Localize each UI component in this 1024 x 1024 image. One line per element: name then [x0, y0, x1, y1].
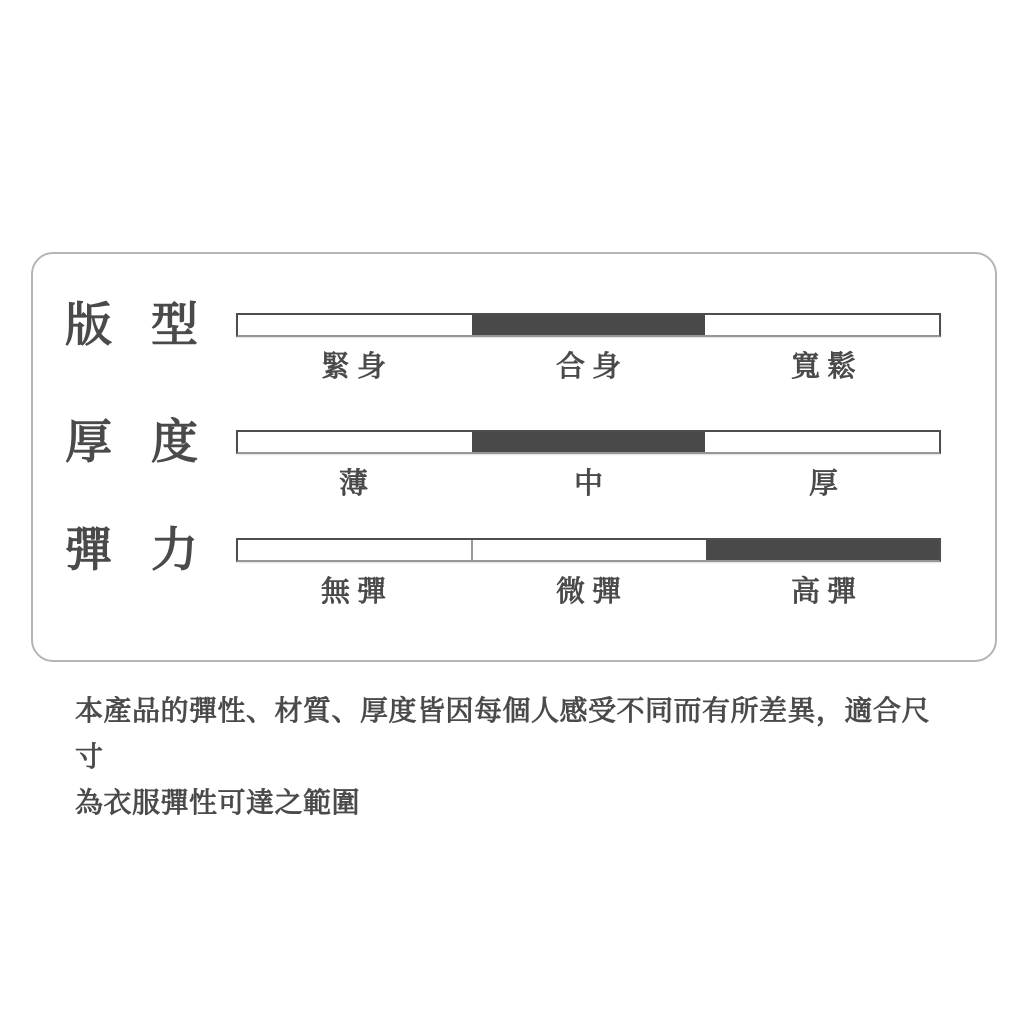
- fit-bar-area: [236, 313, 941, 384]
- row-label-elasticity: [65, 525, 198, 575]
- fit-scale-labels: [236, 350, 941, 384]
- bar-segment: [471, 540, 706, 560]
- bar-segment: [238, 540, 471, 560]
- bar-segment: [472, 315, 706, 335]
- fit-scale-bar: [236, 313, 941, 337]
- disclaimer-line-1: 本產品的彈性、材質、厚度皆因每個人感受不同而有所差異，適合尺寸: [75, 695, 931, 772]
- scale-label: 高彈: [790, 576, 863, 608]
- scale-label: 緊身: [320, 351, 393, 383]
- scale-label: 微彈: [555, 576, 628, 608]
- spec-panel: [31, 252, 997, 662]
- row-label-char: 厚: [65, 415, 112, 468]
- spec-row-elasticity: [65, 523, 941, 608]
- bar-segment: [705, 432, 939, 452]
- scale-label: 無彈: [320, 576, 393, 608]
- row-label-char: 彈: [65, 523, 112, 576]
- row-label-thickness: [65, 417, 198, 467]
- thickness-scale-labels: [236, 467, 941, 501]
- row-label-char: 型: [151, 298, 198, 351]
- bar-segment: [705, 315, 939, 335]
- scale-label: 厚: [808, 468, 845, 500]
- elasticity-scale-bar: [236, 538, 941, 562]
- elasticity-bar-area: [236, 538, 941, 609]
- spec-row-fit: [65, 298, 941, 383]
- row-label-char: 版: [65, 298, 112, 351]
- thickness-scale-bar: [236, 430, 941, 454]
- disclaimer-note: [75, 688, 955, 826]
- scale-label: 合身: [555, 351, 628, 383]
- elasticity-scale-labels: [236, 575, 941, 609]
- thickness-bar-area: [236, 430, 941, 501]
- scale-label: 薄: [338, 468, 375, 500]
- row-label-char: 力: [151, 523, 198, 576]
- bar-segment: [472, 432, 706, 452]
- bar-segment: [238, 432, 472, 452]
- bar-segment: [706, 540, 939, 560]
- row-label-char: 度: [151, 415, 198, 468]
- spec-row-thickness: [65, 415, 941, 500]
- disclaimer-line-2: 為衣服彈性可達之範圍: [75, 787, 361, 818]
- scale-label: 寬鬆: [790, 351, 863, 383]
- scale-label: 中: [573, 468, 610, 500]
- bar-segment: [238, 315, 472, 335]
- row-label-fit: [65, 300, 198, 350]
